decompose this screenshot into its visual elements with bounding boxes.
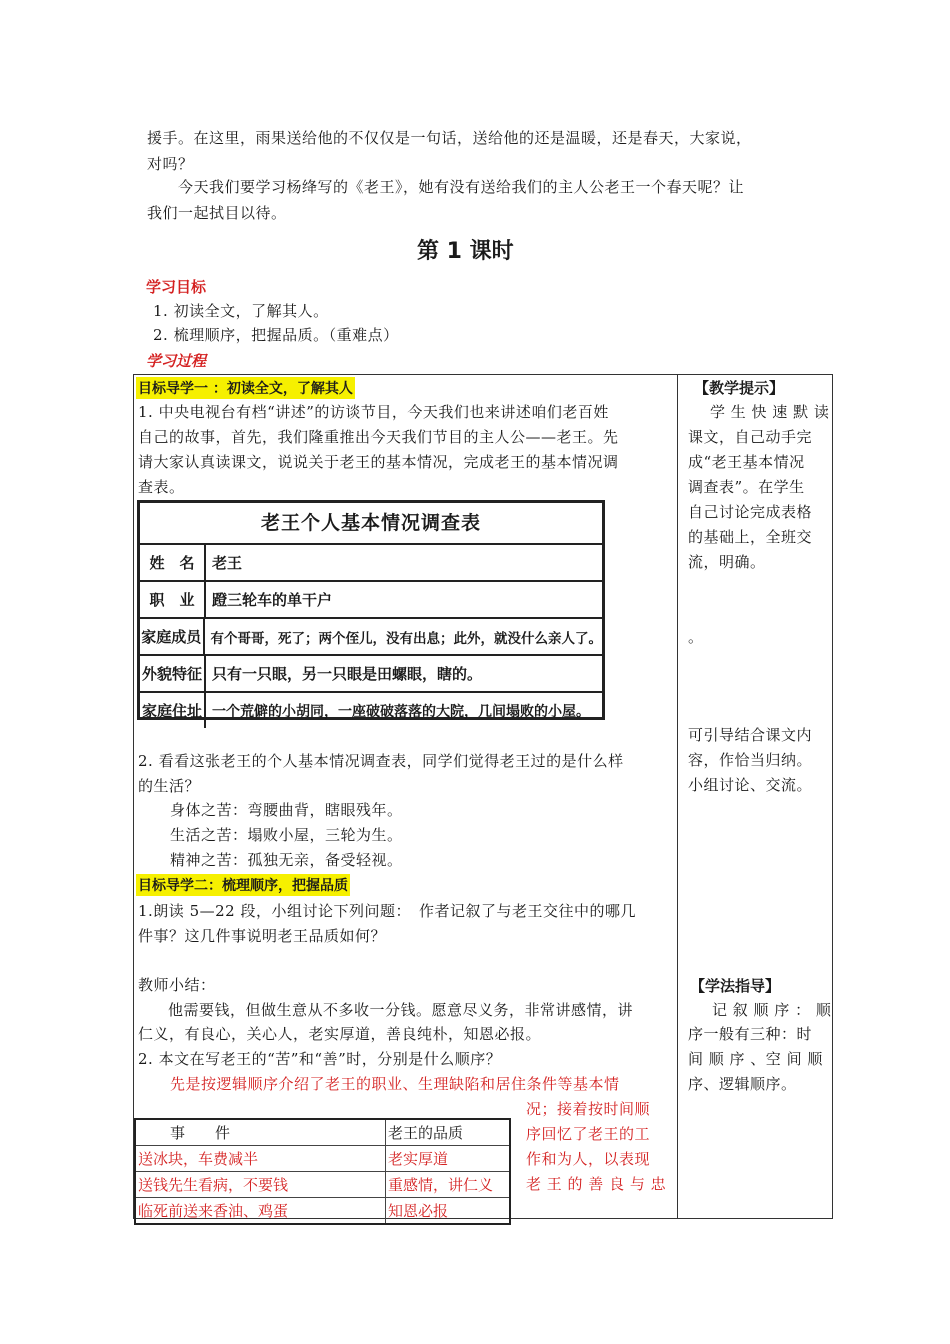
intro-line: 对吗？ — [147, 155, 194, 173]
events-table — [134, 1118, 511, 1225]
question-line: 2. 看看这张老王的个人基本情况调查表，同学们觉得老王过的是什么样 — [138, 752, 624, 770]
question-line: 的生活？ — [138, 777, 201, 795]
intro-line: 今天我们要学习杨绛写的《老王》，她有没有送给我们的主人公老王一个春天呢？让 — [178, 178, 745, 196]
table-row — [135, 1172, 510, 1198]
survey-value: 蹬三轮车的单干户 — [212, 591, 333, 609]
sidebar-line: 课文，自己动手完 — [688, 428, 813, 446]
table-row — [135, 1146, 510, 1172]
question-line: 1. 中央电视台有档“讲述”的访谈节目，今天我们也来讲述咱们老百姓 — [138, 403, 609, 421]
sidebar-line: 的基础上，全班交 — [688, 528, 813, 546]
question-line: 1.朗读 5—22 段，小组讨论下列问题： 作者记叙了与老王交往中的哪几 — [138, 902, 636, 920]
sidebar-line: 学 生 快 速 默 读 — [710, 403, 830, 421]
section1-heading: 目标导学一 ：初读全文，了解其人 — [136, 377, 355, 399]
survey-key: 家庭成员 — [140, 619, 205, 654]
table-cell: 送钱先生看病，不要钱 — [135, 1172, 386, 1198]
objectives-heading: 学习目标 — [146, 278, 207, 296]
intro-line: 援手。在这里，雨果送给他的不仅仅是一句话，送给他的还是温暖，还是春天，大家说， — [147, 129, 752, 147]
survey-value: 一个荒僻的小胡同，一座破破落落的大院，几间塌败的小屋。 — [212, 703, 590, 720]
survey-key: 姓 名 — [140, 545, 206, 580]
summary-label: 教师小结： — [138, 976, 216, 994]
sidebar-line: 成“老王基本情况 — [688, 453, 805, 471]
sidebar-line: 可引导结合课文内 — [688, 726, 813, 744]
question-line: 件事？这几件事说明老王品质如何？ — [138, 927, 387, 945]
sidebar-line: 序、逻辑顺序。 — [688, 1075, 797, 1093]
intro-line: 我们一起拭目以待。 — [147, 204, 287, 222]
survey-row — [140, 582, 602, 619]
sidebar-line: 调查表”。在学生 — [688, 478, 805, 496]
question-line: 查表。 — [138, 478, 185, 496]
answer-line: 先是按逻辑顺序介绍了老王的职业、生理缺陷和居住条件等基本情 — [170, 1075, 620, 1093]
survey-title: 老王个人基本情况调查表 — [140, 503, 602, 545]
survey-row — [140, 693, 602, 728]
objective-item: 1. 初读全文，了解其人。 — [153, 302, 329, 320]
survey-table — [137, 500, 605, 720]
answer-line: 作和为人，以表现 — [526, 1150, 651, 1168]
question-line: 请大家认真读课文，说说关于老王的基本情况，完成老王的基本情况调 — [138, 453, 619, 471]
sidebar-line: 间 顺 序 、空 间 顺 — [688, 1050, 823, 1068]
table-cell: 临死前送来香油、鸡蛋 — [135, 1198, 386, 1225]
process-heading: 学习过程 — [146, 352, 207, 370]
question-line: 自己的故事，首先，我们隆重推出今天我们节目的主人公——老王。先 — [138, 428, 619, 446]
objective-item: 2. 梳理顺序，把握品质。（重难点） — [153, 326, 399, 344]
survey-value: 只有一只眼，另一只眼是田螺眼，瞎的。 — [212, 665, 483, 683]
survey-row — [140, 545, 602, 582]
sidebar-line: 容，作恰当归纳。 — [688, 751, 813, 769]
table-row — [135, 1119, 510, 1146]
sidebar-dot: 。 — [688, 628, 704, 646]
summary-line: 他需要钱，但做生意从不多收一分钱。愿意尽义务，非常讲感情，讲 — [168, 1001, 634, 1019]
sidebar-line: 流，明确。 — [688, 553, 766, 571]
table-cell: 老实厚道 — [386, 1146, 511, 1172]
answer-line: 老 王 的 善 良 与 忠 — [526, 1175, 667, 1193]
teach-tip-heading: 【教学提示】 — [694, 379, 785, 397]
table-cell: 知恩必报 — [386, 1198, 511, 1225]
section2-heading: 目标导学二：梳理顺序，把握品质 — [136, 874, 350, 896]
survey-row — [140, 619, 602, 656]
answer-line: 况；接着按时间顺 — [526, 1100, 651, 1118]
sidebar-line: 记 叙 顺 序 ： 顺 — [712, 1001, 832, 1019]
survey-row — [140, 656, 602, 693]
table-header: 事 件 — [135, 1119, 386, 1146]
table-cell: 送冰块，车费减半 — [135, 1146, 386, 1172]
method-heading: 【学法指导】 — [690, 977, 781, 995]
survey-key: 外貌特征 — [140, 656, 206, 691]
survey-key: 职 业 — [140, 582, 206, 617]
table-row — [135, 1198, 510, 1225]
column-divider — [677, 374, 678, 1219]
answer-line: 精神之苦：孤独无亲，备受轻视。 — [170, 851, 403, 869]
sidebar-line: 小组讨论、交流。 — [688, 776, 813, 794]
survey-key: 家庭住址 — [140, 693, 206, 728]
answer-line: 身体之苦：弯腰曲背，瞎眼残年。 — [170, 801, 403, 819]
table-cell: 重感情，讲仁义 — [386, 1172, 511, 1198]
table-header: 老王的品质 — [386, 1119, 511, 1146]
question-line: 2. 本文在写老王的“苦”和“善”时，分别是什么顺序？ — [138, 1050, 502, 1068]
summary-line: 仁义，有良心，关心人，老实厚道，善良纯朴，知恩必报。 — [138, 1025, 542, 1043]
page-title: 第 1 课时 — [417, 239, 514, 264]
survey-value: 老王 — [212, 554, 243, 572]
sidebar-line: 自己讨论完成表格 — [688, 503, 813, 521]
answer-line: 生活之苦：塌败小屋，三轮为生。 — [170, 826, 403, 844]
sidebar-line: 序一般有三种：时 — [688, 1025, 813, 1043]
answer-line: 序回忆了老王的工 — [526, 1125, 651, 1143]
survey-value: 有个哥哥，死了；两个侄儿，没有出息；此外，就没什么亲人了。 — [210, 630, 602, 647]
